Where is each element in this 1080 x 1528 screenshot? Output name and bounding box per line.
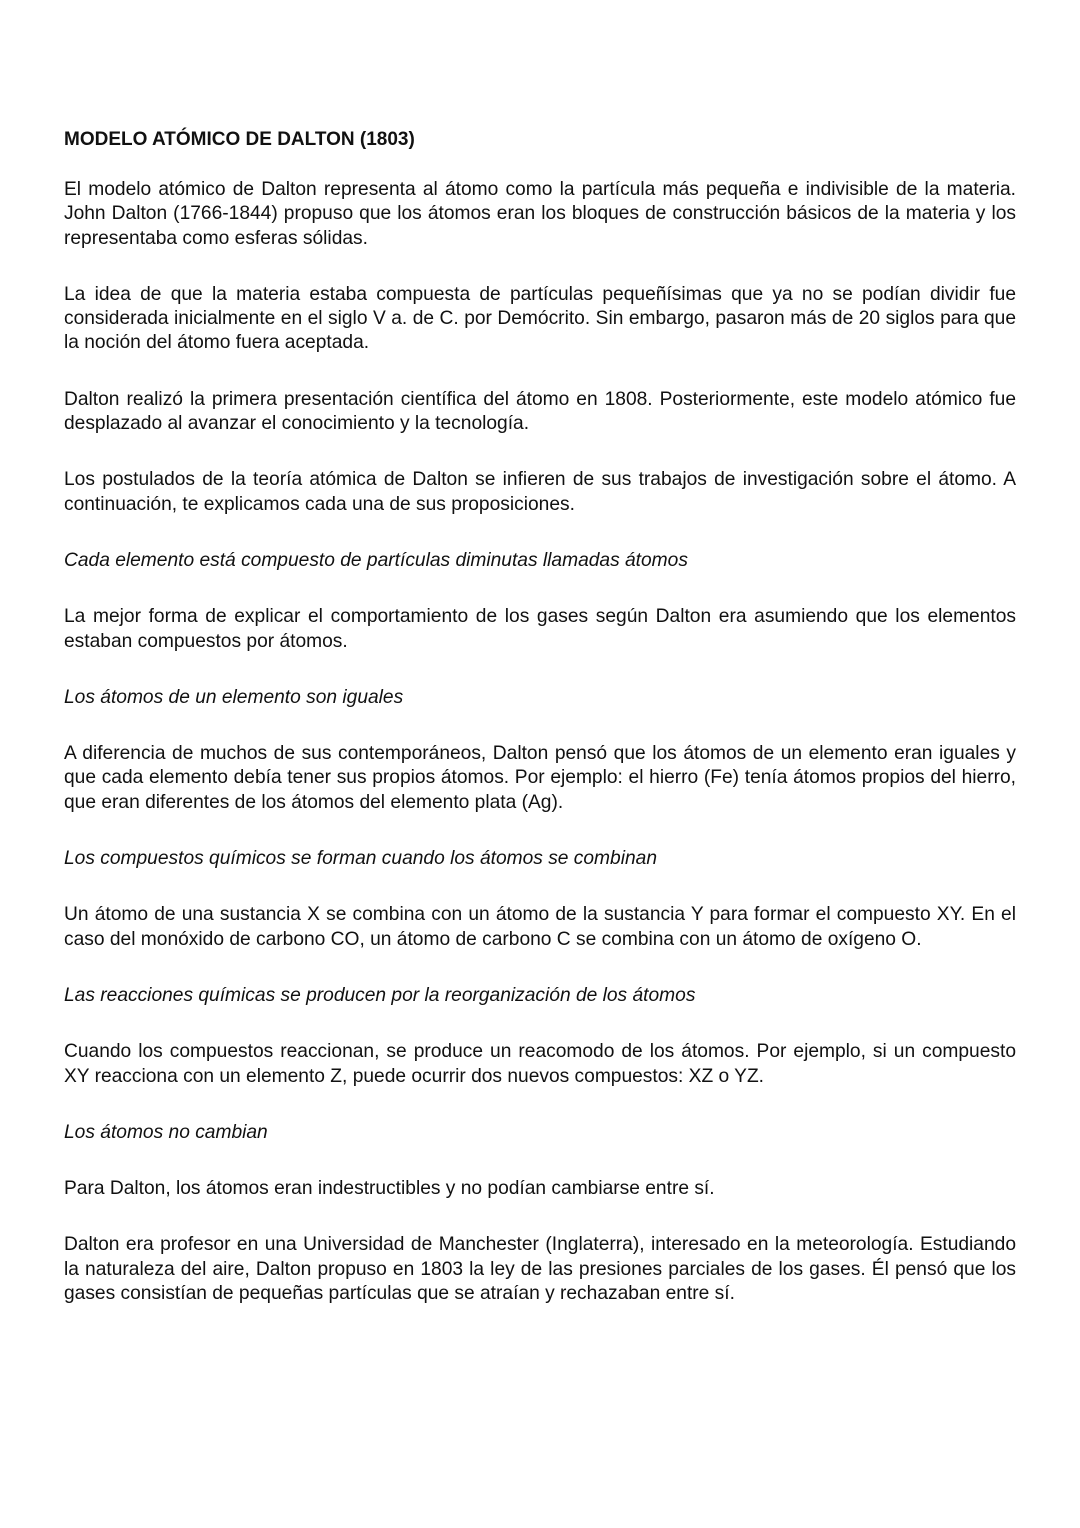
postulate-3-text: Un átomo de una sustancia X se combina con un átomo de la sustancia Y para formar el compuesto XY. En el caso del monóxido de carbono CO, un átomo de carbono C se combina con un átomo de oxígeno O. <box>64 904 1016 950</box>
postulate-1-heading: Cada elemento está compuesto de partículas diminutas llamadas átomos <box>64 549 688 571</box>
intro-paragraph-2: La idea de que la materia estaba compuesta de partículas pequeñísimas que ya no se podían dividir fue considerada inicialmente en el siglo V a. de C. por Demócrito. Sin embargo, pasaron más de 20 siglos para que la noción del átomo fuera aceptada. <box>64 283 1016 354</box>
postulate-2-heading: Los átomos de un elemento son iguales <box>64 686 404 708</box>
closing-paragraph: Dalton era profesor en una Universidad de Manchester (Inglaterra), interesado en la meteorología. Estudiando la naturaleza del aire, Dalton propuso en 1803 la ley de las presiones parciales de los gases. Él pensó que los gases consistían de pequeñas partículas que se atraían y rechazaban entre sí. <box>64 1234 1016 1305</box>
postulate-1-text: La mejor forma de explicar el comportamiento de los gases según Dalton era asumiendo que los elementos estaban compuestos por átomos. <box>64 606 1016 652</box>
postulate-4-heading: Las reacciones químicas se producen por la reorganización de los átomos <box>64 984 696 1006</box>
postulate-3-heading: Los compuestos químicos se forman cuando los átomos se combinan <box>64 848 657 870</box>
postulate-4-text: Cuando los compuestos reaccionan, se produce un reacomodo de los átomos. Por ejemplo, si un compuesto XY reacciona con un elemento Z, puede ocurrir dos nuevos compuestos: XZ o YZ. <box>64 1041 1016 1087</box>
intro-paragraph-1: El modelo atómico de Dalton representa al átomo como la partícula más pequeña e indivisible de la materia. John Dalton (1766-1844) propuso que los átomos eran los bloques de construcción básicos de la materia y los representaba como esferas sólidas. <box>64 179 1016 249</box>
postulate-5-text: Para Dalton, los átomos eran indestructibles y no podían cambiarse entre sí. <box>64 1178 715 1200</box>
document-page <box>64 128 1016 1338</box>
document-title: MODELO ATÓMICO DE DALTON (1803) <box>64 129 415 150</box>
postulate-5-heading: Los átomos no cambian <box>64 1121 268 1143</box>
postulate-2-text: A diferencia de muchos de sus contemporáneos, Dalton pensó que los átomos de un elemento eran iguales y que cada elemento debía tener sus propios átomos. Por ejemplo: el hierro (Fe) tenía átomos propios del hierro, que eran diferentes de los átomos del elemento plata (Ag). <box>64 743 1016 813</box>
intro-paragraph-4: Los postulados de la teoría atómica de Dalton se infieren de sus trabajos de investigación sobre el átomo. A continuación, te explicamos cada una de sus proposiciones. <box>64 469 1016 515</box>
intro-paragraph-3: Dalton realizó la primera presentación científica del átomo en 1808. Posteriormente, este modelo atómico fue desplazado al avanzar el conocimiento y la tecnología. <box>64 388 1016 435</box>
